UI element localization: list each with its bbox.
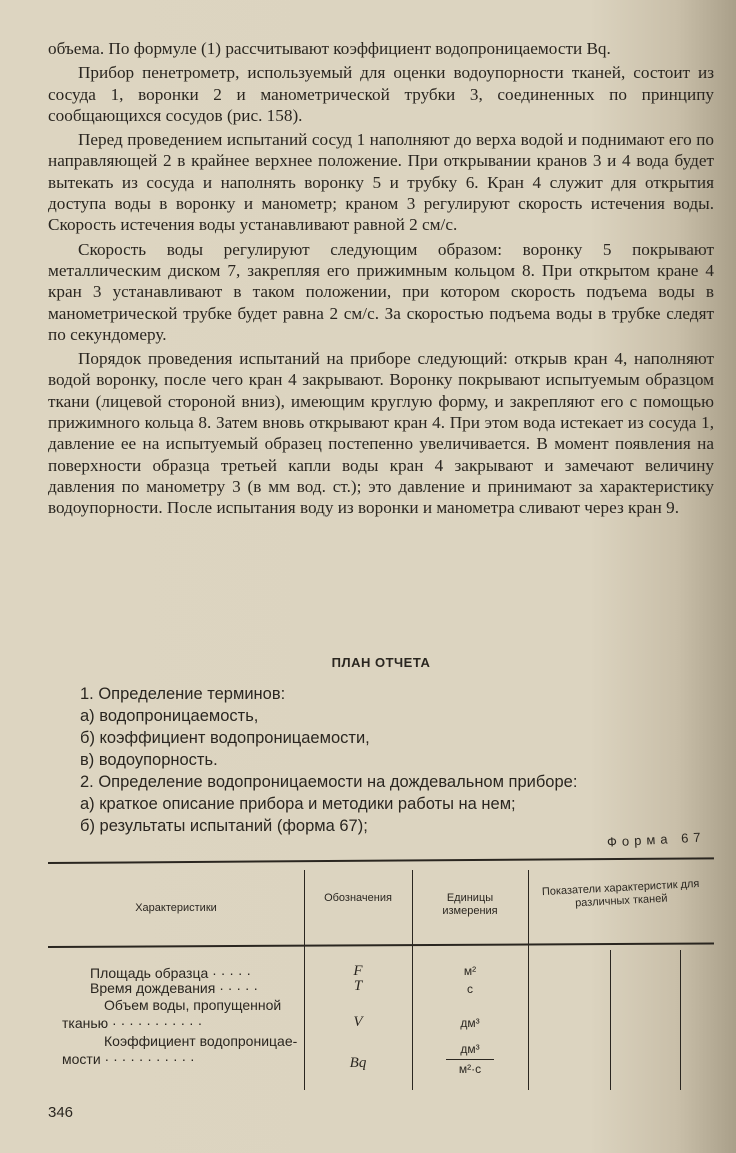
row-unit: дм³ xyxy=(460,1016,480,1030)
paragraph-2: Прибор пенетрометр, используемый для оценки водоупорности тканей, состоит из сосуда 1, воронки 2 и манометрической трубки 3, соединенных по принципу сообщающихся сосудов (рис. 158). xyxy=(48,63,714,125)
row-name: мости · · · · · · · · · · · xyxy=(62,1051,195,1067)
table-column-rule xyxy=(528,870,529,1090)
table-top-rule xyxy=(48,857,714,864)
section-title: ПЛАН ОТЧЕТА xyxy=(331,655,431,670)
row-name: Площадь образца · · · · · xyxy=(90,965,252,981)
plan-item: б) коэффициент водопроницаемости, xyxy=(80,729,370,747)
header-units: Единицы измерения xyxy=(442,892,498,917)
table-column-rule xyxy=(680,950,681,1090)
paragraph-5: Порядок проведения испытаний на приборе следующий: открыв кран 4, наполняют водой воронку, после чего кран 4 закрывают. Воронку покрывают испытуемым образцом ткани (лицевой стороной вниз), имеющим круглую форму, и закрепляют его с помощью прижимного кольца 8. Затем вновь открывают кран 4. При этом вода истекает из сосуда 1, давление ее на испытуемый образец постепенно увеличивается. В момент появления на поверхности образца третьей капли воды кран 4 закрывают и замечают величину давления по манометру 3 (в мм вод. ст.); это давление и принимают за характеристику водоупорности. После испытания воду из воронки и манометра сливают через кран 9. xyxy=(48,349,714,518)
paragraph-4: Скорость воды регулируют следующим образом: воронку 5 покрывают металлическим диском 7, закрепляя его прижимным кольцом 8. При открытом кране 4 кран 3 устанавливают в таком положении, при котором скорость подъема воды в манометрической трубке будет равна 2 см/с. За скоростью подъема воды в трубке следят по секундомеру. xyxy=(48,239,714,344)
header-designation: Обозначения xyxy=(324,892,392,904)
row-symbol: Bq xyxy=(349,1055,367,1071)
table-column-rule xyxy=(610,950,611,1090)
fraction-line xyxy=(446,1059,494,1060)
table-header-rule xyxy=(48,943,714,948)
header-characteristics: Характеристики xyxy=(135,902,217,914)
body-text xyxy=(48,38,714,519)
row-unit-denominator: м²·с xyxy=(458,1062,482,1076)
paragraph-3: Перед проведением испытаний сосуд 1 наполняют до верха водой и поднимают его по направляющей 2 в крайнее верхнее положение. При открывании кранов 3 и 4 вода будет вытекать из сосуда и наполнять воронку 5 и трубку 6. Кран 4 служит для открытия доступа воды в воронку и манометр; краном 3 регулируют скорость истечения воды. Скорость истечения воды устанавливают равной 2 см/с. xyxy=(48,130,714,235)
row-name: Объем воды, пропущенной xyxy=(104,997,282,1013)
plan-item: 1. Определение терминов: xyxy=(80,685,286,703)
plan-item: а) краткое описание прибора и методики работы на нем; xyxy=(80,795,516,813)
plan-item: в) водоупорность. xyxy=(80,751,218,769)
row-unit-numerator: дм³ xyxy=(460,1042,480,1056)
header-indicators: Показатели характеристик для различных тканей xyxy=(541,877,700,910)
row-symbol: V xyxy=(353,1014,363,1030)
row-unit: м² xyxy=(463,964,477,978)
table-column-rule xyxy=(412,870,413,1090)
paragraph-1: объема. По формуле (1) рассчитывают коэффициент водопроницаемости Bq. xyxy=(48,39,611,58)
plan-item: 2. Определение водопроницаемости на дождевальном приборе: xyxy=(80,773,578,791)
form-table xyxy=(48,862,714,1092)
row-name: Время дождевания · · · · · xyxy=(90,980,259,996)
row-unit: с xyxy=(467,982,473,996)
page-number: 346 xyxy=(48,1104,74,1121)
report-plan xyxy=(80,683,710,837)
plan-item: а) водопроницаемость, xyxy=(80,707,259,725)
row-symbol: T xyxy=(353,978,363,994)
form-label: Форма 67 xyxy=(607,829,707,850)
row-name: Коэффициент водопроницае- xyxy=(104,1033,298,1049)
row-symbol: F xyxy=(353,963,363,979)
row-name: тканью · · · · · · · · · · · xyxy=(62,1015,203,1031)
plan-item: б) результаты испытаний (форма 67); xyxy=(80,817,368,835)
